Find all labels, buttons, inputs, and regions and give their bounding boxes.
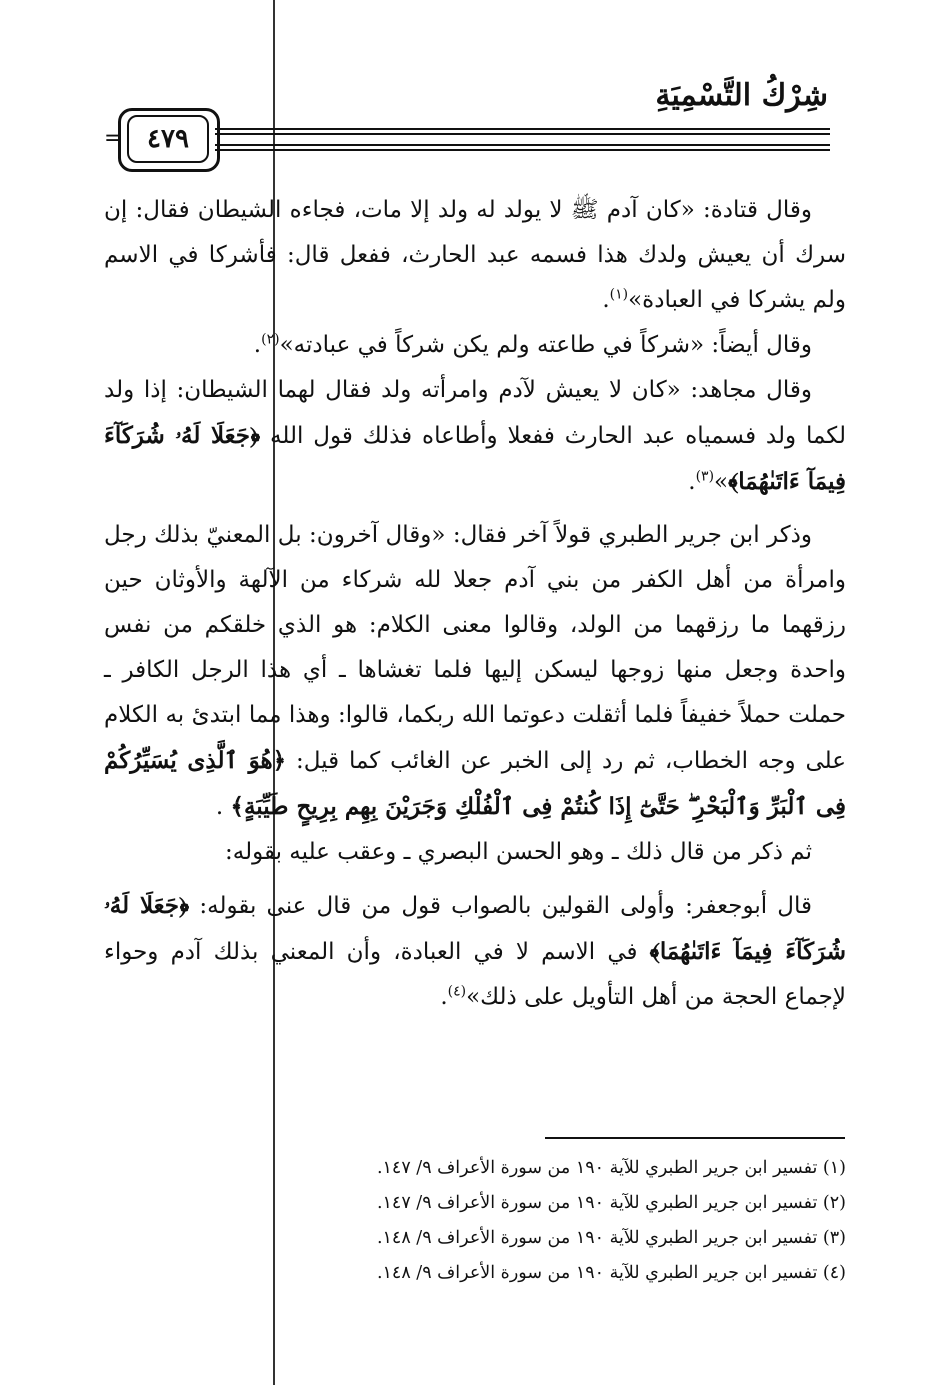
punctuation: . — [215, 794, 224, 820]
footnote-ref: (١) — [609, 286, 629, 303]
punctuation: . — [440, 984, 448, 1010]
header-rule — [215, 144, 830, 146]
punctuation: . — [688, 469, 696, 495]
footnote-ref: (٢) — [261, 331, 280, 348]
paragraph — [104, 513, 846, 830]
paragraph — [104, 188, 846, 323]
footnote: (٢) تفسير ابن جرير الطبري للآية ١٩٠ من سورة الأعراف ٩/ ١٤٧. — [376, 1193, 846, 1213]
main-text — [104, 188, 846, 1020]
footnote: (١) تفسير ابن جرير الطبري للآية ١٩٠ من سورة الأعراف ٩/ ١٤٧. — [376, 1158, 846, 1178]
paragraph — [104, 323, 846, 368]
punctuation: » — [714, 469, 729, 495]
footnotes — [300, 1151, 846, 1291]
paragraph — [104, 830, 846, 875]
footnote-separator — [545, 1137, 845, 1139]
paragraph-text: في الاسم لا في العبادة، وأن المعني بذلك آدم وحواء لإجماع الحجة من أهل التأويل على ذلك» — [104, 939, 846, 1010]
header-rule — [215, 149, 830, 151]
header-rule — [215, 133, 830, 135]
paragraph-text: وذكر ابن جرير الطبري قولاً آخر فقال: «وقال آخرون: بل المعنيّ بذلك رجل وامرأة من أهل الكفر من بني آدم جعلا لله شركاء من الآلهة والأوثان حين رزقهما ما رزقهما من الولد، وقالوا معنى الكلام: هو الذي خلقكم من نفس واحدة وجعل منها زوجها ليسكن إليها فلما تغشاها ـ أي هذا الرجل الكافر ـ حملت حملاً خفيفاً فلما أثقلت دعوتما الله ربكما، قالوا: وهذا مما ابتدئ به الكلام على وجه الخطاب، ثم رد إلى الخبر عن الغائب كما قيل: — [104, 522, 846, 774]
paragraph — [104, 883, 846, 1020]
quran-verse: ﴿جَعَلَا لَهُۥ شُرَكَآءَ فِيمَآ ءَاتَىٰهُمَا﴾ — [104, 422, 846, 495]
quran-verse: ﴿جَعَلَا لَهُۥ شُرَكَآءَ فِيمَآ ءَاتَىٰهُمَا﴾ — [104, 892, 846, 965]
paragraph — [104, 368, 846, 505]
header-rule — [215, 128, 830, 130]
running-header-title: شِرْكُ التَّسْمِيَةِ — [655, 78, 828, 113]
paragraph-text: وقال مجاهد: «كان لا يعيش لآدم وامرأته ولد فقال لهما الشيطان: إذا ولد لكما ولد فسمياه عبد الحارث ففعلا وأطاعاه فذلك قول الله — [104, 377, 846, 449]
page-number: ٤٧٩ — [127, 115, 209, 163]
paragraph-text: ثم ذكر من قال ذلك ـ وهو الحسن البصري ـ وعقب عليه بقوله: — [224, 839, 812, 865]
paragraph-text: قال أبوجعفر: وأولى القولين بالصواب قول من قال عنى بقوله: — [199, 893, 813, 919]
punctuation: . — [602, 287, 610, 313]
paragraph-text: وقال قتادة: «كان آدم ﷺ لا يولد له ولد إلا مات، فجاءه الشيطان فقال: إن سرك أن يعيش ولدك هذا فسمه عبد الحارث، ففعل قال: فأشركا في الاسم ولم يشركا في العبادة» — [104, 197, 846, 313]
footnote-ref: (٤) — [447, 983, 467, 1000]
quran-verse: ﴿هُوَ ٱلَّذِى يُسَيِّرُكُمْ فِى ٱلْبَرِّ وَٱلْبَحْرِ ۖ حَتَّىٰٓ إِذَا كُنتُمْ فِى ٱلْفُلْكِ وَجَرَيْنَ بِهِم بِرِيحٍ طَيِّبَةٍ﴾ — [104, 747, 846, 820]
footnote: (٤) تفسير ابن جرير الطبري للآية ١٩٠ من سورة الأعراف ٩/ ١٤٨. — [376, 1263, 846, 1283]
footnote-ref: (٣) — [695, 468, 715, 485]
punctuation: . — [253, 332, 262, 358]
footnote: (٣) تفسير ابن جرير الطبري للآية ١٩٠ من سورة الأعراف ٩/ ١٤٨. — [376, 1228, 846, 1248]
header-ornament: = — [104, 126, 123, 151]
paragraph-text: وقال أيضاً: «شركاً في طاعته ولم يكن شركاً في عبادته» — [279, 332, 812, 358]
